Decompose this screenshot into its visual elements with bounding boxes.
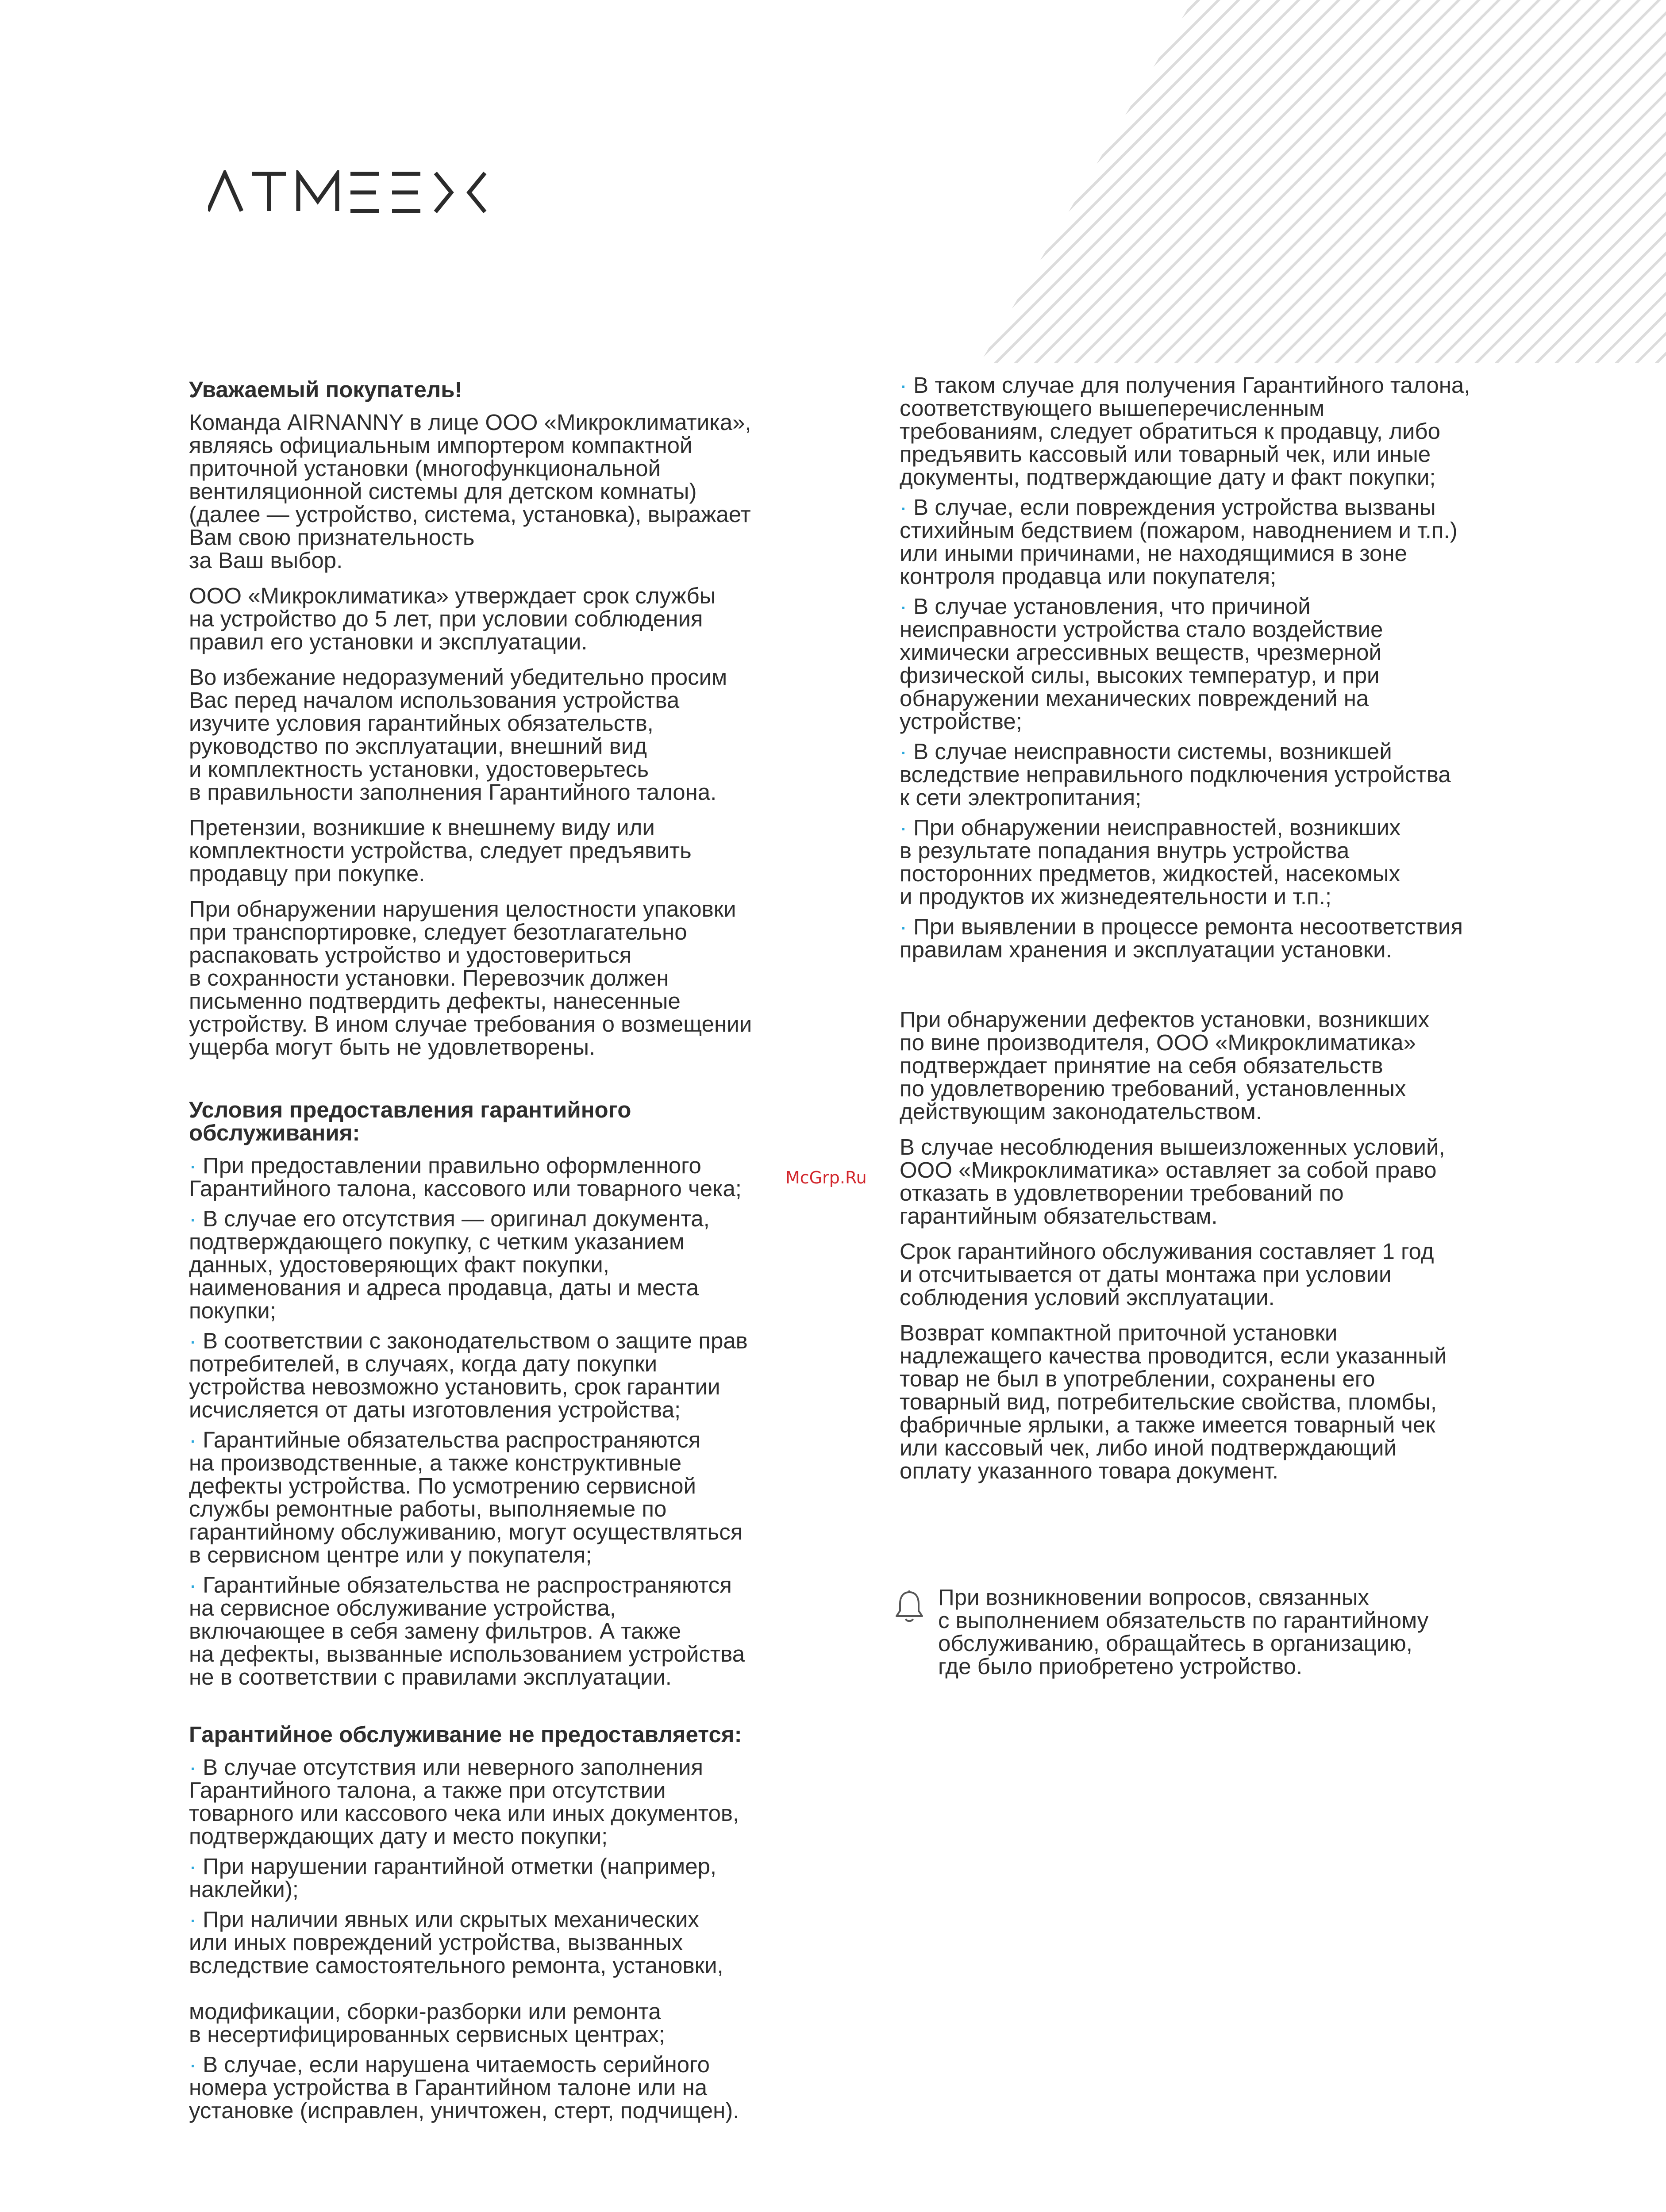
service-life-paragraph: ООО «Микроклиматика» утверждает срок службы на устройство до 5 лет, при условии соблюдения правил его установки и эксплуатации. xyxy=(189,583,716,654)
atmeex-logo xyxy=(208,170,487,215)
bullet-icon: · xyxy=(189,1755,203,1780)
greeting-heading: Уважаемый покупатель! xyxy=(189,377,462,402)
right-column xyxy=(900,374,1568,1495)
bullet-icon: · xyxy=(189,1572,203,1598)
list-item: · В соответствии с законодательством о защите прав потребителей, в случаях, когда дату покупки устройства невозможно установить, срок гарантии исчисляется от даты изготовления устройства; xyxy=(189,1328,748,1422)
list-item: · Гарантийные обязательства распространяются на производственные, а также конструктивные дефекты устройства. По усмотрению сервисной службы ремонтные работы, выполняемые по гарантийному обслуживанию, могут осуществляться в сервисном центре или у покупателя; xyxy=(189,1427,743,1567)
bullet-icon: · xyxy=(189,1328,203,1353)
manufacturer-defects-paragraph: При обнаружении дефектов установки, возникших по вине производителя, ООО «Микроклиматика» подтверждает принятие на себя обязательств по удовлетворению требований, установленных действующим законодательством. xyxy=(900,1007,1430,1124)
bullet-icon: · xyxy=(189,2052,203,2077)
bullet-icon: · xyxy=(189,1907,203,1932)
bullet-icon: · xyxy=(900,914,914,939)
bullet-icon: · xyxy=(189,1206,203,1231)
list-item: · В таком случае для получения Гарантийного талона, соответствующего вышеперечисленным требованиям, следует обратиться к продавцу, либо предъявить кассовый или товарный чек, или иные документы, подтверждающие дату и факт покупки; xyxy=(900,373,1470,490)
list-item: · Гарантийные обязательства не распространяются на сервисное обслуживание устройства, включающее в себя замену фильтров. А также на дефекты, вызванные использованием устройства не в соответствии с правилами эксплуатации. xyxy=(189,1572,745,1690)
bell-icon xyxy=(894,1590,925,1624)
diagonal-hatch-decoration xyxy=(980,0,1666,363)
bullet-icon: · xyxy=(189,1427,203,1452)
warning-paragraph: Во избежание недоразумений убедительно просим Вас перед началом использования устройства изучите условия гарантийных обязательств, руководство по эксплуатации, внешний вид и комплектность установки, удостоверьтесь в правильности заполнения Гарантийного талона. xyxy=(189,664,727,805)
contact-note xyxy=(894,1586,1558,1678)
list-item: · В случае неисправности системы, возникшей вследствие неправильного подключения устройства к сети электропитания; xyxy=(900,739,1451,810)
list-item: · В случае, если повреждения устройства вызваны стихийным бедствием (пожаром, наводнением и т.п.) или иными причинами, не находящимися в зоне контроля продавца или покупателя; xyxy=(900,495,1458,589)
conditions-heading: Условия предоставления гарантийного обслуживания: xyxy=(189,1097,631,1145)
list-item: · При наличии явных или скрытых механических или иных повреждений устройства, вызванных вследствие самостоятельного ремонта, установки, модификации, сборки-разборки или ремонта в несертифицированных сервисных центрах; xyxy=(189,1907,723,2047)
list-item: · При обнаружении неисправностей, возникших в результате попадания внутрь устройства посторонних предметов, жидкостей, насекомых и продуктов их жизнедеятельности и т.п.; xyxy=(900,815,1401,909)
list-item: · В случае его отсутствия — оригинал документа, подтверждающего покупку, с четким указанием данных, удостоверяющих факт покупки, наименования и адреса продавца, даты и места покупки; xyxy=(189,1206,710,1323)
bullet-icon: · xyxy=(900,495,914,520)
warranty-term-paragraph: Срок гарантийного обслуживания составляет 1 год и отсчитывается от даты монтажа при условии соблюдения условий эксплуатации. xyxy=(900,1239,1434,1310)
bullet-icon: · xyxy=(900,739,914,764)
bullet-icon: · xyxy=(189,1854,203,1879)
list-item: · В случае отсутствия или неверного заполнения Гарантийного талона, а также при отсутствии товарного или кассового чека или иных документов, подтверждающих дату и место покупки; xyxy=(189,1755,739,1849)
watermark-text: McGrp.Ru xyxy=(785,1168,867,1187)
transport-paragraph: При обнаружении нарушения целостности упаковки при транспортировке, следует безотлагательно распаковать устройство и удостовериться в сохранности установки. Перевозчик должен письменно подтвердить дефекты, нанесенные устройству. В ином случае требования о возмещении ущерба могут быть не удовлетворены. xyxy=(189,896,752,1060)
left-column xyxy=(189,378,857,2129)
list-item: · При предоставлении правильно оформленного Гарантийного талона, кассового или товарного чека; xyxy=(189,1153,742,1201)
claims-paragraph: Претензии, возникшие к внешнему виду или комплектности устройства, следует предъявить продавцу при покупке. xyxy=(189,815,692,886)
list-item: · При выявлении в процессе ремонта несоответствия правилам хранения и эксплуатации установки. xyxy=(900,914,1463,962)
bullet-icon: · xyxy=(189,1153,203,1178)
list-item: · В случае, если нарушена читаемость серийного номера устройства в Гарантийном талоне или на установке (исправлен, уничтожен, стерт, подчищен). xyxy=(189,2052,739,2123)
bullet-icon: · xyxy=(900,815,914,840)
contact-note-text: При возникновении вопросов, связанных с выполнением обязательств по гарантийному обслуживанию, обращайтесь в организацию, где было приобретено устройство. xyxy=(938,1585,1429,1679)
bullet-icon: · xyxy=(900,373,914,398)
intro-paragraph: Команда AIRNANNY в лице ООО «Микроклиматика», являясь официальным импортером компактной приточной установки (многофункциональной вентиляционной системы для детском комнаты) (далее — устройство, система, установка), выражает Вам свою признательность за Ваш выбор. xyxy=(189,410,751,573)
noncompliance-paragraph: В случае несоблюдения вышеизложенных условий, ООО «Микроклиматика» оставляет за собой право отказать в удовлетворении требований по гарантийным обязательствам. xyxy=(900,1134,1445,1229)
return-paragraph: Возврат компактной приточной установки надлежащего качества проводится, если указанный товар не был в употреблении, сохранены его товарный вид, потребительские свойства, пломбы, фабричные ярлыки, а также имеется товарный чек или кассовый чек, либо иной подтверждающий оплату указанного товара документ. xyxy=(900,1320,1447,1483)
not-provided-heading: Гарантийное обслуживание не предоставляется: xyxy=(189,1722,742,1747)
list-item: · В случае установления, что причиной неисправности устройства стало воздействие химически агрессивных веществ, чрезмерной физической силы, высоких температур, и при обнаружении механических повреждений на устройстве; xyxy=(900,594,1383,734)
list-item: · При нарушении гарантийной отметки (например, наклейки); xyxy=(189,1854,717,1902)
bullet-icon: · xyxy=(900,594,914,619)
